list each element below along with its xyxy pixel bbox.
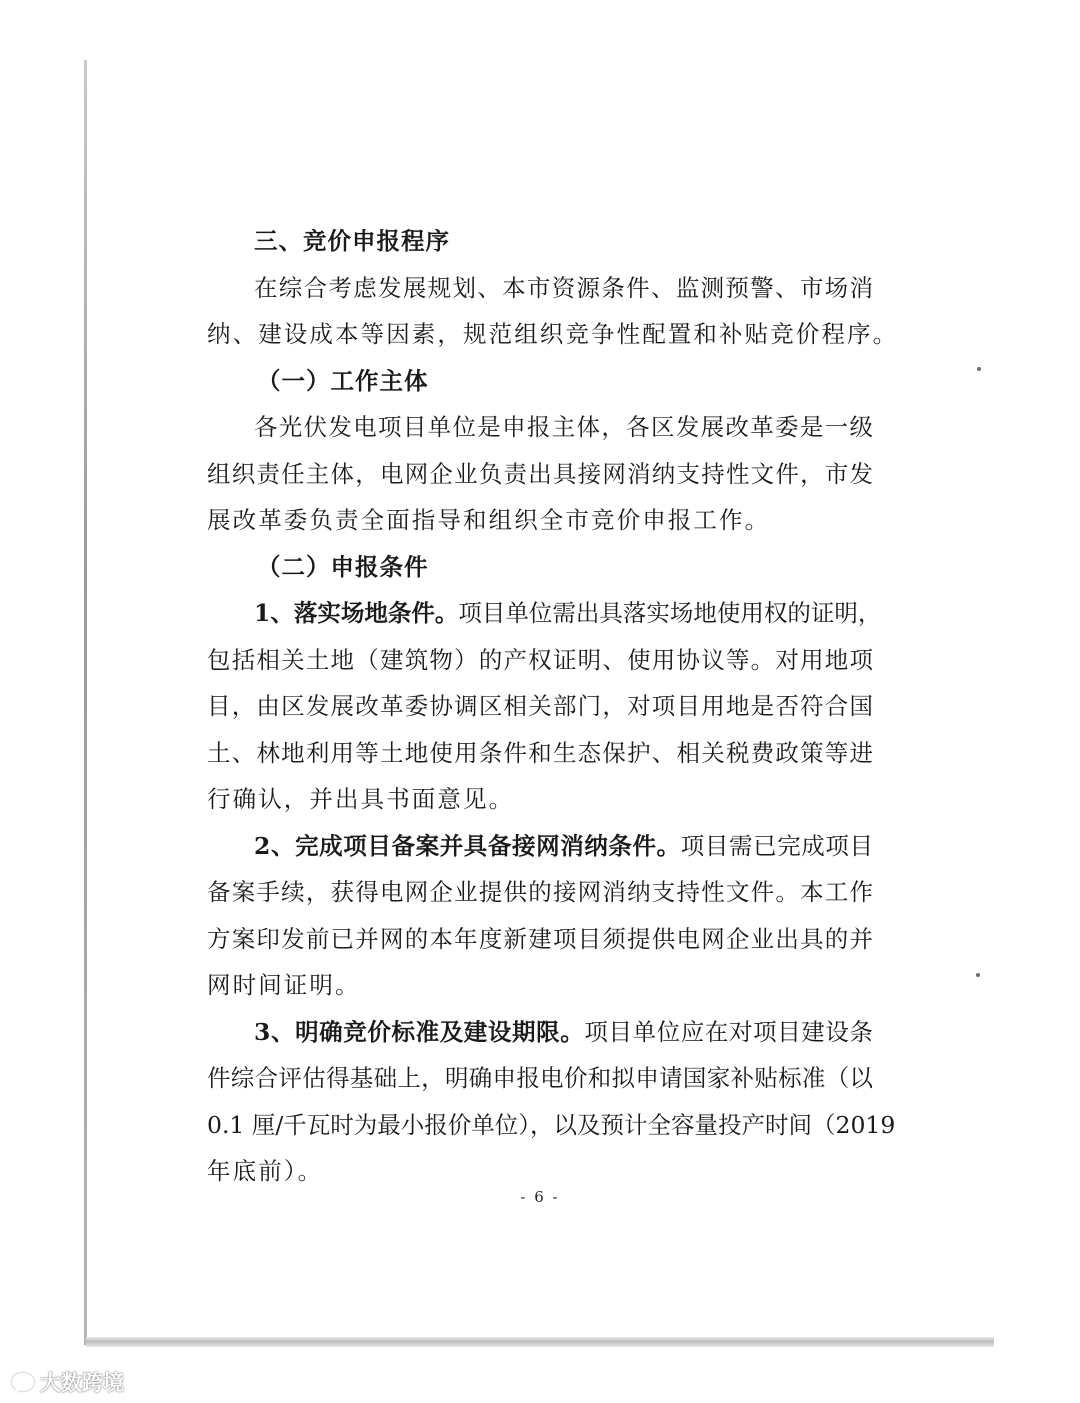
condition-title: 2、完成项目备案并具备接网消纳条件。 — [254, 831, 681, 860]
paragraph-line: 在综合考虑发展规划、本市资源条件、监测预警、市场消 — [254, 273, 873, 302]
paragraph-line: 组织责任主体，电网企业负责出具接网消纳支持性文件，市发 — [207, 459, 873, 488]
section-heading: 三、竞价申报程序 — [254, 227, 450, 255]
page-bottom-edge — [86, 1337, 994, 1347]
scan-speck — [976, 973, 980, 977]
condition-item-2 — [207, 823, 873, 870]
subsection-heading: （一）工作主体 — [257, 366, 429, 395]
paragraph-line: 包括相关土地（建筑物）的产权证明、使用协议等。对用地项 — [207, 645, 873, 674]
paragraph-line: 展改革委负责全面指导和组织全市竞价申报工作。 — [207, 506, 771, 534]
paragraph-line: 目，由区发展改革委协调区相关部门，对项目用地是否符合国 — [207, 692, 873, 720]
document-body — [207, 218, 899, 1195]
paragraph-line: 0.1 厘/千瓦时为最小报价单位），以及预计全容量投产时间（2019 — [207, 1110, 896, 1139]
condition-item-1 — [207, 590, 882, 637]
paragraph-line: 各光伏发电项目单位是申报主体，各区发展改革委是一级 — [254, 413, 873, 441]
condition-title: 3、明确竞价标准及建设期限。 — [254, 1017, 585, 1046]
page-left-edge — [84, 60, 87, 1345]
page-number: - 6 - — [520, 1188, 560, 1206]
condition-item-3 — [207, 1009, 873, 1056]
paragraph-line: 纳、建设成本等因素，规范组织竞争性配置和补贴竞价程序。 — [207, 320, 899, 348]
condition-text: 项目单位应在对项目建设条 — [584, 1017, 874, 1046]
watermark — [10, 1367, 124, 1397]
watermark-text: 大数跨境 — [40, 1371, 124, 1395]
chat-bubble-icon — [10, 1371, 34, 1393]
scan-speck — [977, 367, 981, 371]
paragraph-line: 备案手续，获得电网企业提供的接网消纳支持性文件。本工作 — [207, 878, 873, 906]
paragraph-line: 方案印发前已并网的本年度新建项目须提供电网企业出具的并 — [207, 924, 873, 953]
paragraph-line: 行确认，并出具书面意见。 — [207, 785, 515, 813]
condition-text: 项目需已完成项目 — [680, 831, 874, 860]
subsection-heading: （二）申报条件 — [257, 552, 429, 581]
paragraph-line: 网时间证明。 — [207, 971, 361, 999]
paragraph-line: 年底前）。 — [207, 1157, 324, 1185]
paragraph-line: 件综合评估得基础上，明确申报电价和拟申请国家补贴标准（以 — [207, 1064, 873, 1092]
condition-title: 1、落实场地条件。 — [254, 599, 459, 627]
paragraph-line: 土、林地利用等土地使用条件和生态保护、相关税费政策等进 — [207, 738, 873, 767]
condition-text: 项目单位需出具落实场地使用权的证明， — [458, 599, 882, 627]
